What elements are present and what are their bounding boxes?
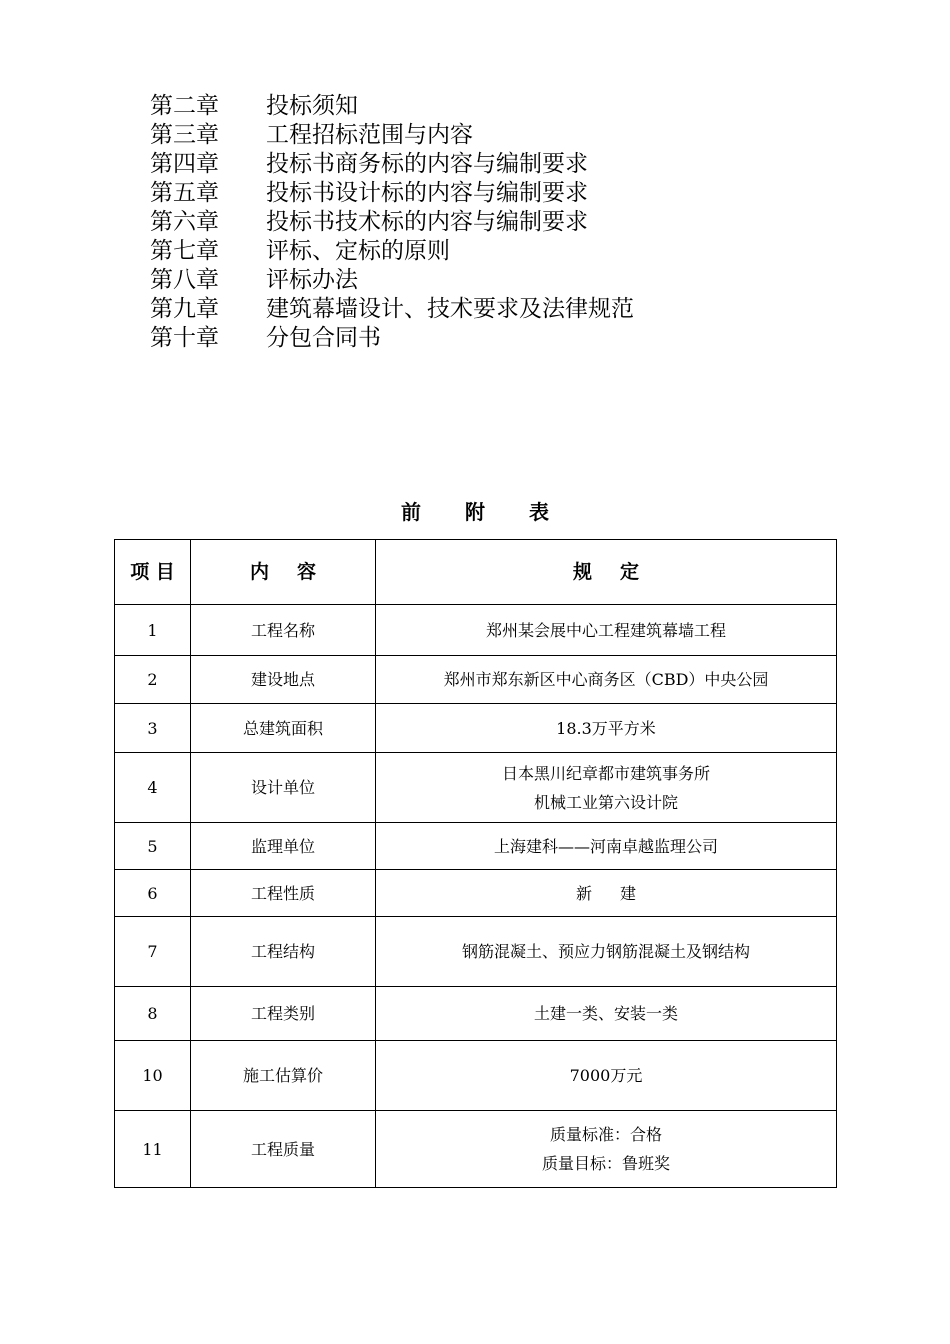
- toc-item: [150, 121, 634, 150]
- table-row: [115, 870, 837, 917]
- row-number: 7: [115, 917, 191, 987]
- toc-chapter: 第六章: [150, 209, 219, 235]
- row-value: 18.3万平方米: [376, 704, 837, 753]
- toc-item: [150, 208, 634, 237]
- toc-item: [150, 92, 634, 121]
- table-row: [115, 987, 837, 1041]
- title-char: 表: [529, 500, 549, 524]
- row-value: 质量标准：合格 质量目标：鲁班奖: [376, 1111, 837, 1188]
- row-number: 1: [115, 605, 191, 656]
- toc-chapter: 第八章: [150, 267, 219, 293]
- row-item: 工程质量: [191, 1111, 376, 1188]
- table-of-contents: [150, 92, 634, 353]
- toc-item: [150, 150, 634, 179]
- row-number: 4: [115, 753, 191, 823]
- row-value: 土建一类、安装一类: [376, 987, 837, 1041]
- toc-title: 分包合同书: [266, 325, 381, 351]
- toc-title: 评标办法: [266, 267, 358, 293]
- toc-title: 投标须知: [266, 93, 358, 119]
- row-item: 监理单位: [191, 823, 376, 870]
- title-char: 附: [465, 500, 485, 524]
- table-row: [115, 1041, 837, 1111]
- row-value: 郑州市郑东新区中心商务区（CBD）中央公园: [376, 656, 837, 704]
- table-row: [115, 656, 837, 704]
- toc-item: [150, 179, 634, 208]
- title-char: 前: [401, 500, 421, 524]
- row-item: 总建筑面积: [191, 704, 376, 753]
- table-row: [115, 704, 837, 753]
- row-value: 日本黑川纪章都市建筑事务所 机械工业第六设计院: [376, 753, 837, 823]
- toc-title: 工程招标范围与内容: [266, 122, 473, 148]
- toc-chapter: 第七章: [150, 238, 219, 264]
- row-item: 建设地点: [191, 656, 376, 704]
- row-item: 工程名称: [191, 605, 376, 656]
- toc-title: 投标书设计标的内容与编制要求: [266, 180, 588, 206]
- row-value: 钢筋混凝土、预应力钢筋混凝土及钢结构: [376, 917, 837, 987]
- row-value: 7000万元: [376, 1041, 837, 1111]
- row-number: 6: [115, 870, 191, 917]
- row-item: 工程类别: [191, 987, 376, 1041]
- toc-title: 建筑幕墙设计、技术要求及法律规范: [266, 296, 634, 322]
- toc-item: [150, 324, 634, 353]
- appendix-table: [114, 539, 837, 1188]
- toc-item: [150, 266, 634, 295]
- row-number: 2: [115, 656, 191, 704]
- row-value: 郑州某会展中心工程建筑幕墙工程: [376, 605, 837, 656]
- toc-item: [150, 237, 634, 266]
- toc-item: [150, 295, 634, 324]
- row-item: 施工估算价: [191, 1041, 376, 1111]
- table-header-row: [115, 540, 837, 605]
- table-row: [115, 605, 837, 656]
- row-value: 上海建科——河南卓越监理公司: [376, 823, 837, 870]
- row-number: 8: [115, 987, 191, 1041]
- header-item: 项 目: [115, 540, 191, 605]
- row-number: 3: [115, 704, 191, 753]
- toc-chapter: 第五章: [150, 180, 219, 206]
- row-number: 11: [115, 1111, 191, 1188]
- row-number: 5: [115, 823, 191, 870]
- header-rule: 规 定: [376, 540, 837, 605]
- row-item: 设计单位: [191, 753, 376, 823]
- toc-title: 投标书商务标的内容与编制要求: [266, 151, 588, 177]
- row-value: 新 建: [376, 870, 837, 917]
- table-row: [115, 917, 837, 987]
- toc-chapter: 第九章: [150, 296, 219, 322]
- header-content: 内 容: [191, 540, 376, 605]
- table-row: [115, 823, 837, 870]
- table-title: [0, 496, 950, 525]
- toc-chapter: 第三章: [150, 122, 219, 148]
- table-row: [115, 753, 837, 823]
- toc-chapter: 第二章: [150, 93, 219, 119]
- toc-chapter: 第十章: [150, 325, 219, 351]
- table-row: [115, 1111, 837, 1188]
- toc-title: 投标书技术标的内容与编制要求: [266, 209, 588, 235]
- row-item: 工程性质: [191, 870, 376, 917]
- toc-title: 评标、定标的原则: [266, 238, 450, 264]
- row-number: 10: [115, 1041, 191, 1111]
- row-item: 工程结构: [191, 917, 376, 987]
- toc-chapter: 第四章: [150, 151, 219, 177]
